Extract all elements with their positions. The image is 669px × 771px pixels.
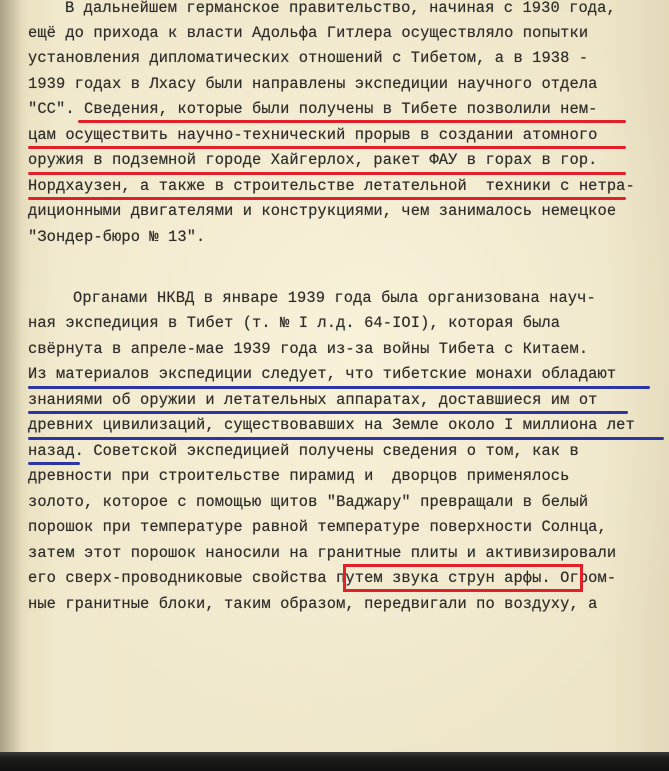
- text-line: древних цивилизаций, существовавших на Земле около I миллиона лет: [28, 416, 635, 434]
- blue-underline: [28, 462, 80, 465]
- text-line: 1939 годах в Лхасу были направлены экспедиции научного отдела: [28, 75, 598, 93]
- red-underline: [28, 146, 626, 149]
- text-line: его сверх-проводниковые свойства путем звука струн арфы. Огром-: [28, 569, 617, 587]
- text-line: цам осуществить научно-технический прорыв в создании атомного: [28, 126, 598, 144]
- text-line: знаниями об оружии и летательных аппаратах, доставшиеся им от: [28, 391, 598, 409]
- text-line: порошок при температуре равной температуре поверхности Солнца,: [28, 518, 607, 536]
- bottom-dark-bar: [0, 752, 669, 771]
- blue-underline: [28, 411, 628, 414]
- red-underline: [28, 172, 626, 175]
- text-line: В дальнейшем германское правительство, начиная с 1930 года,: [65, 0, 616, 17]
- text-line: Органами НКВД в январе 1939 года была организована науч-: [73, 289, 596, 307]
- text-line: диционными двигателями и конструкциями, чем занималось немецкое: [28, 202, 617, 220]
- red-underline: [28, 197, 626, 200]
- text-line: ещё до прихода к власти Адольфа Гитлера осуществляло попытки: [28, 24, 589, 42]
- text-line: Нордхаузен, а также в строительстве летательной техники с нетра-: [28, 177, 635, 195]
- page-edge-shadow: [0, 0, 22, 771]
- text-line: установления дипломатических отношений с Тибетом, а в 1938 -: [28, 49, 589, 67]
- text-line: древности при строительстве пирамид и дворцов применялось: [28, 467, 570, 485]
- text-line: "СС". Сведения, которые были получены в Тибете позволили нем-: [28, 100, 598, 118]
- text-line: назад. Советской экспедицией получены сведения о том, как в: [28, 442, 579, 460]
- red-underline: [78, 120, 626, 123]
- blue-underline: [28, 437, 664, 440]
- text-line: ные гранитные блоки, таким образом, передвигали по воздуху, а: [28, 595, 598, 613]
- blue-underline: [28, 386, 650, 389]
- text-line: ная экспедиция в Тибет (т. № I л.д. 64-IOI), которая была: [28, 314, 561, 332]
- red-highlight-box: [343, 564, 583, 592]
- text-line: "Зондер-бюро № 13".: [28, 228, 206, 246]
- text-line: свёрнута в апреле-мае 1939 года из-за войны Тибета с Китаем.: [28, 340, 589, 358]
- text-line: затем этот порошок наносили на гранитные плиты и активизировали: [28, 544, 617, 562]
- text-line: Из материалов экспедиции следует, что тибетские монахи обладают: [28, 365, 617, 383]
- text-line: оружия в подземной городе Хайгерлох, ракет ФАУ в горах в гор.: [28, 151, 598, 169]
- text-line: золото, которое с помощью щитов "Ваджару" превращали в белый: [28, 493, 589, 511]
